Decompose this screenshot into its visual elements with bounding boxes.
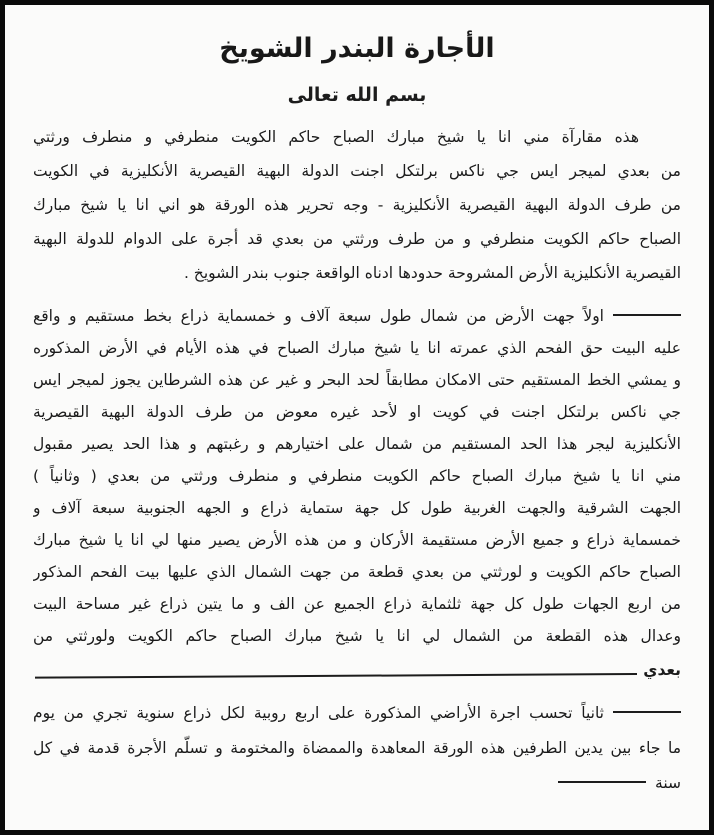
text-line: الصباح حاكم الكويت منطرفي و من طرف ورثتي من بعدي قد أجرة على الدوام للدولة البهية: [33, 230, 681, 248]
document-title: الأجارة البندر الشويخ: [219, 33, 495, 64]
text-line: من طرف الدولة البهية القيصرية الأنكليزية - وجه تحرير هذه الورقة هو اني انا يا شيخ مبارك: [33, 196, 681, 214]
text-line: و يمشي الخط المستقيم حتى الامكان مطابقاً لحد البحر و غير عن هذه الشرطاين يجوز لميجر ايس: [33, 371, 681, 389]
dash-rule: [613, 711, 681, 713]
text-line: [33, 766, 681, 801]
trailing-word: بعدي: [643, 661, 681, 679]
text-line: مني انا يا شيخ مبارك الصباح حاكم الكويت منطرفي و منطرف ورثتي من بعدي ( وثانياً ): [33, 467, 681, 485]
basmala-line: بسم الله تعالى: [287, 84, 427, 106]
text-line: جي ناكس برلتكل اجنت في كويت او لأحد غيره معوض من طرف الدولة البهية القيصرية: [33, 403, 681, 421]
dash-rule: [613, 314, 681, 316]
paragraph-preamble: [33, 120, 681, 290]
text-line: خمسماية ذراع و جميع الأرض مستقيمة الأركان و من هذه الأرض يصير منها لي انا يا شيخ مبارك: [33, 531, 681, 549]
text-line: [33, 300, 681, 332]
text-line: الأنكليزية ليجر هذا الحد المستقيم من شمال على اختيارهم و رغبتهم و هذا الحد يصير مقبول: [33, 435, 681, 453]
text-line: وعدال هذه القطعة من الشمال لي انا يا شيخ مبارك الصباح حاكم الكويت ولورثتي من: [33, 627, 681, 645]
text-line: الصباح حاكم الكويت و لورثتي من بعدي قطعة من جهت الشمال الذي عليها بيت الفحم المذكور: [33, 563, 681, 581]
dash-rule: [558, 781, 646, 783]
section-separator: [33, 654, 681, 680]
paragraph-clause-one: [33, 300, 681, 652]
paragraph-clause-two: [33, 696, 681, 801]
text-line: الجهت الشرقية والجهت الغربية طول كل جهة ستماية ذراع و الجهه الجنوبية سبعة آلاف و: [33, 499, 681, 517]
text-line: من اربع الجهات طول كل جهة ثلثماية ذراع الجميع عن الف و ما يتين ذراع غير مساحة البيت: [33, 595, 681, 613]
text-line: من بعدي لميجر ايس جي ناكس برلتكل اجنت الدولة البهية القيصرية الأنكليزية في الكويت: [33, 162, 681, 180]
text-line: هذه مقارآة مني انا يا شيخ مبارك الصباح حاكم الكويت منطرفي و منطرف ورثتي: [33, 128, 639, 146]
text-line-content: ثانياً تحسب اجرة الأراضي المذكورة على اربع روبية لكل ذراع سنوية تجري من يوم: [33, 704, 604, 722]
text-line: القيصرية الأنكليزية الأرض المشروحة حدودها ادناه الواقعة جنوب بندر الشويخ .: [183, 264, 681, 282]
text-line: عليه البيت حق الفحم الذي عمرته انا يا شيخ مبارك الصباح في هذه الأيام في الأرض المذكوره: [33, 339, 681, 357]
text-line: [33, 696, 681, 731]
text-line: ما جاء بين يدين الطرفين هذه الورقة المعاهدة والممضاة والمختومة و تسلّم الأجرة قدمة في كل: [33, 739, 681, 757]
separator-rule: [35, 673, 637, 679]
text-line-content: اولاً جهت الأرض من شمال طول سبعة آلاف و خمسماية ذراع بخط مستقيم و واقع: [33, 307, 604, 325]
text-line-content: سنة: [655, 774, 681, 792]
